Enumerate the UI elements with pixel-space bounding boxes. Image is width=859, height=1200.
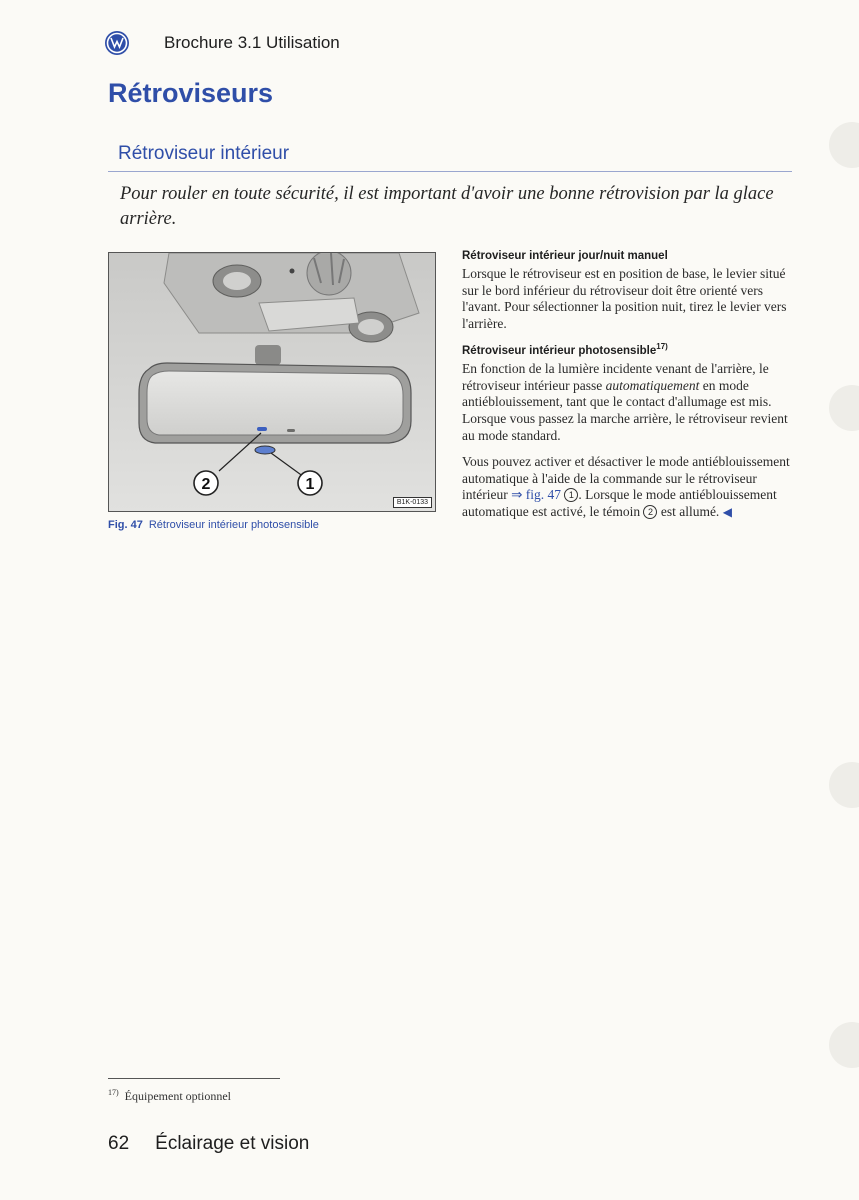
inline-callout-2: 2	[643, 505, 657, 519]
photo-heading-text: Rétroviseur intérieur photosensible	[462, 345, 657, 358]
page-header	[104, 30, 340, 56]
photo-p1-emphasis: automatiquement	[605, 377, 700, 393]
page-title: Rétroviseurs	[108, 78, 274, 108]
photo-paragraph-1	[462, 361, 792, 444]
vw-logo-icon	[104, 30, 130, 56]
footnote-ref[interactable]: 17)	[656, 342, 668, 352]
mirror-figure	[108, 252, 436, 512]
callout-1: 1	[305, 476, 315, 493]
page-footer	[108, 1133, 309, 1155]
footnote-divider	[108, 1078, 280, 1079]
chapter-title: Éclairage et vision	[155, 1133, 310, 1154]
callout-2: 2	[201, 476, 211, 493]
photo-p1-text-b: en mode antiéblouissement, tant que le contact d'allumage est mis. Lorsque vous passez la marche arrière, le rétroviseur revient au mode standard.	[462, 377, 788, 443]
inline-callout-1: 1	[564, 488, 578, 502]
figure-reference-link[interactable]: ⇒ fig. 47	[511, 487, 562, 503]
mirror-illustration	[109, 253, 435, 511]
page-number: 62	[108, 1133, 130, 1154]
intro-text: Pour rouler en toute sécurité, il est important d'avoir une bonne rétrovision par la glace arrière.	[120, 184, 774, 229]
photo-paragraph-2	[462, 454, 792, 520]
photo-p2-text-b: . Lorsque le mode antiéblouissement automatique est activé, le témoin	[462, 487, 777, 519]
text-column	[462, 250, 792, 531]
footnote-marker: 17)	[108, 1088, 119, 1097]
figure-code: B1K-0133	[393, 497, 432, 508]
section-divider	[108, 171, 792, 172]
binder-hole	[829, 122, 859, 168]
binder-hole	[829, 762, 859, 808]
photo-p2-text-c: est allumé.	[657, 503, 720, 519]
figure-caption-text: Rétroviseur intérieur photosensible	[148, 519, 319, 531]
footnote	[108, 1088, 231, 1104]
binder-hole	[829, 385, 859, 431]
manual-heading: Rétroviseur intérieur jour/nuit manuel	[462, 250, 668, 262]
manual-paragraph: Lorsque le rétroviseur est en position de base, le levier situé sur le bord inférieur du rétroviseur doit être orienté vers l'avant. Pour sélectionner la position nuit, tirez le levier vers l'arrière.	[462, 266, 787, 331]
footnote-text: Équipement optionnel	[124, 1089, 231, 1103]
header-title: Brochure 3.1 Utilisation	[164, 33, 340, 52]
photo-p1-text-a: En fonction de la lumière incidente venant de l'arrière, le rétroviseur intérieur passe	[462, 361, 769, 393]
figure-caption	[108, 519, 319, 531]
photo-p2-text-a: Vous pouvez activer et désactiver le mode antiéblouissement automatique à l'aide de la commande sur le rétroviseur intérieur	[462, 454, 790, 503]
section-title: Rétroviseur intérieur	[118, 143, 290, 164]
binder-hole	[829, 1022, 859, 1068]
figure-number: Fig. 47	[108, 519, 143, 531]
section-end-icon: ◀	[722, 504, 732, 519]
photo-heading	[462, 342, 792, 357]
